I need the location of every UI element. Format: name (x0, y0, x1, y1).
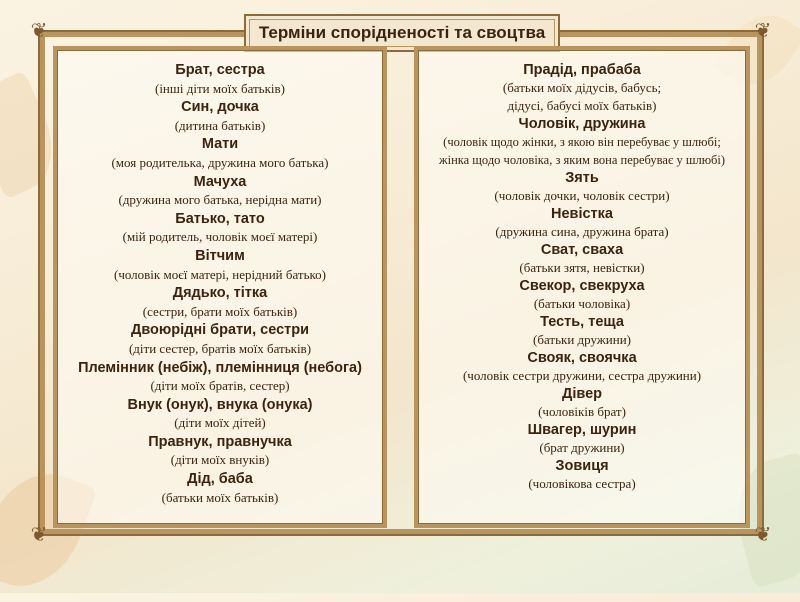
right-term-list (419, 61, 745, 493)
term-description: (батьки чоловіка) (533, 296, 631, 311)
term-entry (58, 247, 382, 284)
term-description: (чоловік моєї матері, нерідний батько) (113, 266, 327, 282)
term-entry (419, 457, 745, 493)
term-description: (діти сестер, братів моїх батьків) (128, 340, 312, 356)
term-entry (419, 241, 745, 277)
term-description: (діти моїх дітей) (174, 415, 266, 431)
term-title: Батько, тато (175, 210, 265, 227)
corner-ornament-icon: ❦ (30, 20, 48, 42)
left-column-panel (57, 50, 383, 524)
term-description: (батьки зятя, невістки) (519, 260, 645, 275)
term-entry (58, 470, 382, 507)
term-entry (419, 385, 745, 421)
term-title: Внук (онук), внука (онука) (127, 396, 313, 413)
term-description: (моя родителька, дружина мого батька) (111, 154, 329, 170)
term-description: (батьки моїх батьків) (161, 489, 279, 505)
term-entry (419, 61, 745, 115)
term-entry (419, 349, 745, 385)
term-description: (інші діти моїх батьків) (154, 80, 286, 96)
term-entry (58, 135, 382, 172)
left-term-list (58, 61, 382, 507)
term-description: (батьки дружини) (533, 332, 631, 347)
term-title: Правнук, правнучка (148, 433, 292, 450)
term-title: Мати (201, 136, 239, 153)
term-entry (58, 98, 382, 135)
term-title: Вітчим (195, 247, 245, 264)
term-description: (брат дружини) (539, 440, 625, 455)
title-banner (244, 14, 560, 52)
term-entry (58, 359, 382, 396)
term-description: (дружина сина, дружина брата) (495, 224, 669, 239)
term-title: Дядько, тітка (172, 285, 268, 302)
term-entry (58, 173, 382, 210)
corner-ornament-icon: ❦ (754, 20, 772, 42)
term-entry (58, 61, 382, 98)
term-title: Дід, баба (187, 471, 253, 488)
term-entry (58, 210, 382, 247)
term-title: Швагер, шурин (527, 422, 637, 438)
term-description: (мій родитель, чоловік моєї матері) (122, 229, 318, 245)
term-entry (419, 313, 745, 349)
term-description: (чоловік сестри дружини, сестра дружини) (462, 368, 702, 383)
term-entry (419, 115, 745, 169)
term-description: (чоловікова сестра) (528, 476, 636, 491)
term-title: Тесть, теща (540, 314, 624, 330)
term-title: Син, дочка (181, 99, 259, 116)
term-title: Зовиця (555, 458, 609, 474)
term-title: Зять (565, 170, 599, 186)
term-title: Брат, сестра (175, 62, 265, 78)
term-entry (419, 169, 745, 205)
right-column-panel (418, 50, 746, 524)
term-title: Мачуха (193, 173, 247, 190)
term-entry (58, 321, 382, 358)
term-entry (58, 396, 382, 433)
term-description: (чоловіків брат) (538, 404, 626, 419)
term-description: жінка щодо чоловіка, з яким вона перебуває у шлюбі) (438, 153, 726, 167)
term-entry (419, 421, 745, 457)
term-title: Невістка (551, 206, 613, 222)
term-description: (дружина мого батька, нерідна мати) (118, 192, 322, 208)
term-title: Сват, сваха (540, 242, 624, 258)
term-description: (батьки моїх дідусів, бабусь; (502, 80, 662, 95)
term-description: (діти моїх братів, сестер) (150, 378, 290, 394)
term-entry (419, 277, 745, 313)
term-title: Племінник (небіж), племінниця (небога) (78, 359, 362, 376)
term-title: Чоловік, дружина (518, 116, 646, 132)
term-title: Двоюрідні брати, сестри (130, 322, 310, 339)
term-description: (чоловік щодо жінки, з якою він перебуває у шлюбі; (443, 135, 721, 149)
corner-ornament-icon: ❦ (754, 524, 772, 546)
page-title: Терміни спорідненості та своцтва (258, 23, 546, 42)
term-title: Дівер (561, 386, 602, 402)
term-title: Свояк, своячка (527, 350, 637, 366)
term-description: (чоловік дочки, чоловік сестри) (494, 188, 670, 203)
term-description: дідусі, бабусі моїх батьків) (507, 98, 657, 113)
term-description: (дитина батьків) (174, 117, 266, 133)
term-title: Прадід, прабаба (523, 62, 641, 78)
term-entry (419, 205, 745, 241)
term-entry (58, 284, 382, 321)
term-description: (діти моїх внуків) (170, 452, 270, 468)
corner-ornament-icon: ❦ (30, 524, 48, 546)
term-entry (58, 433, 382, 470)
term-description: (сестри, брати моїх батьків) (142, 303, 298, 319)
term-title: Свекор, свекруха (519, 278, 645, 294)
